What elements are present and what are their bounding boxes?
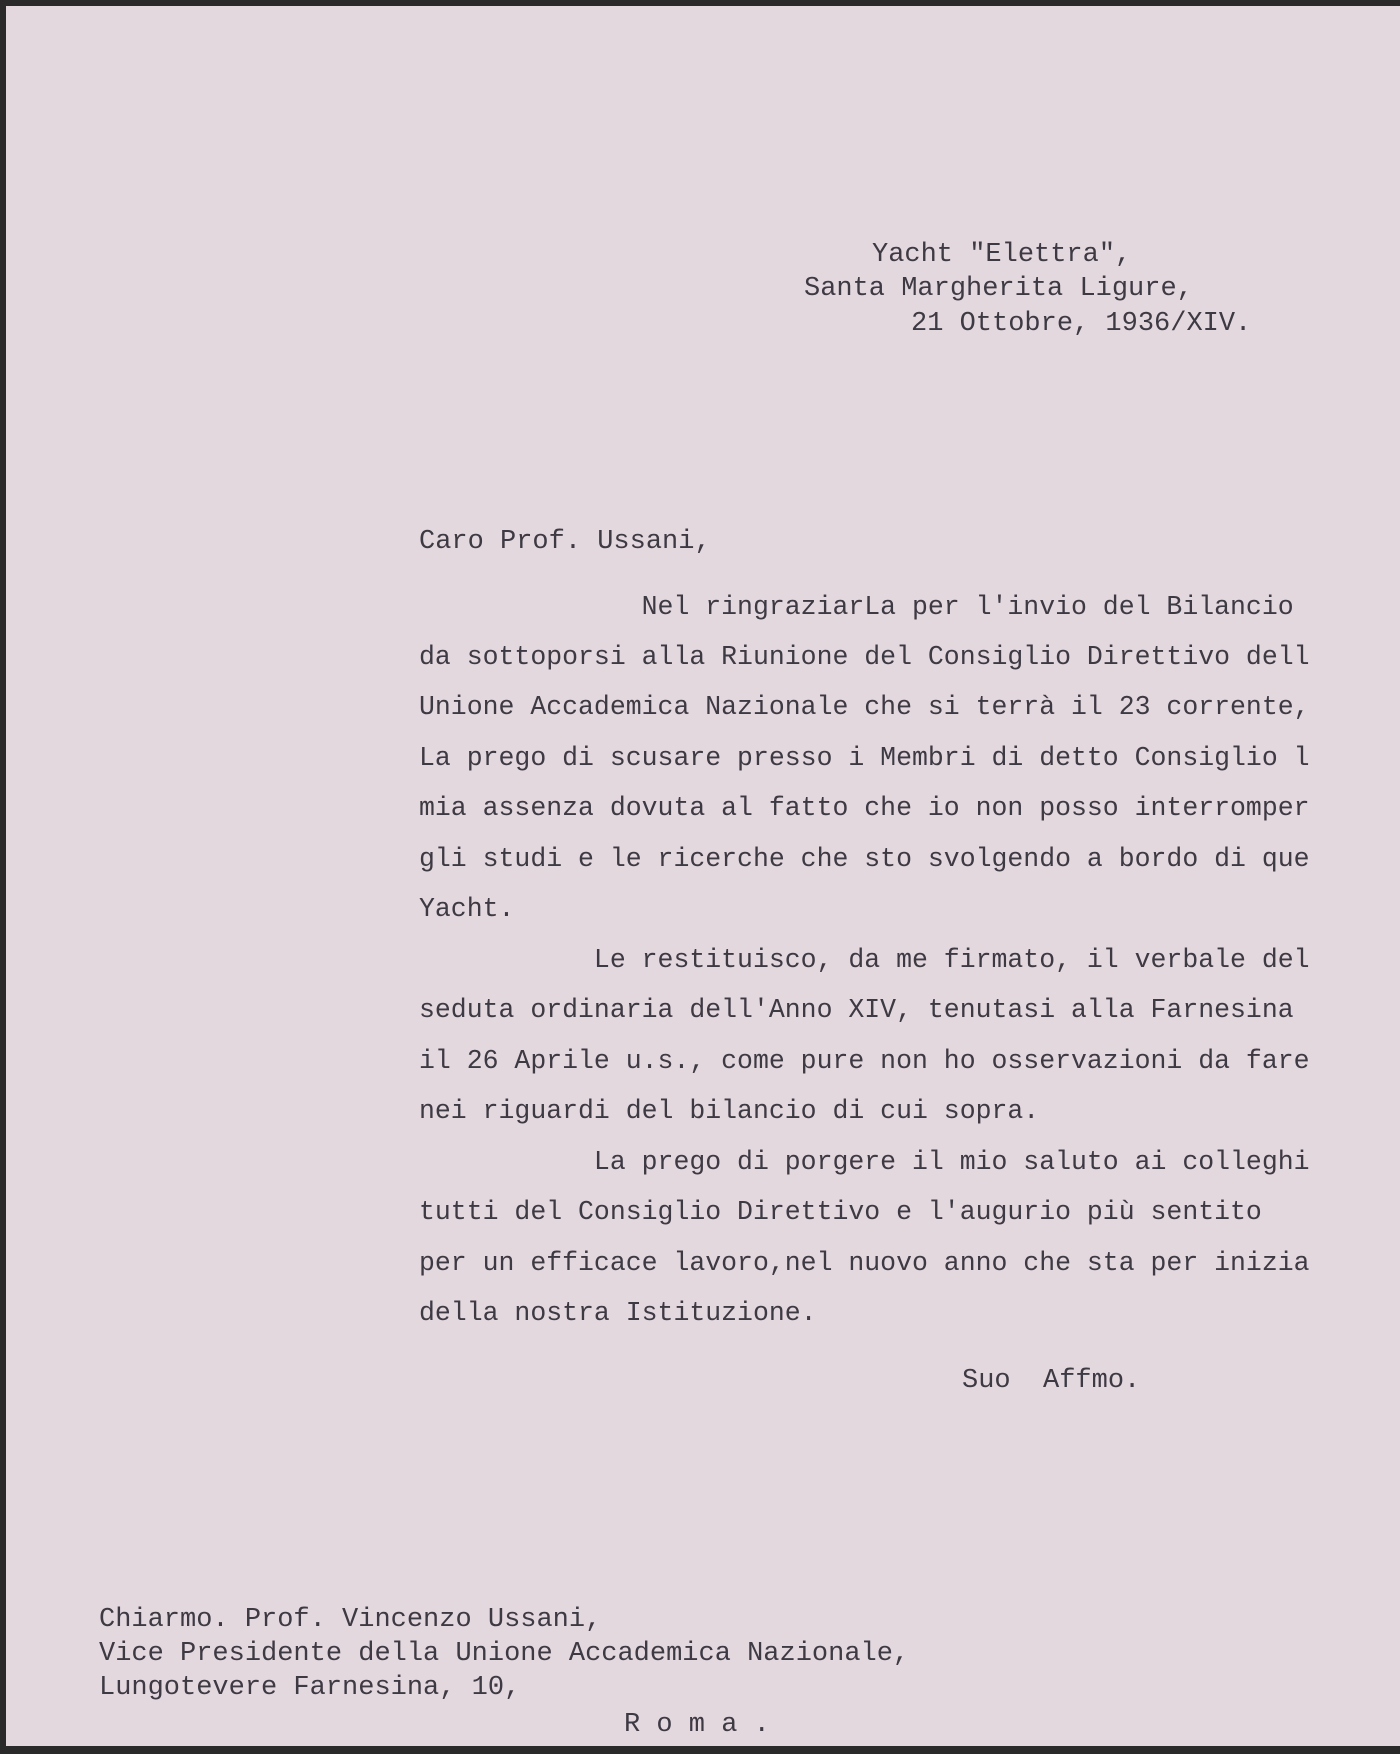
body-line: La prego di porgere il mio saluto ai colleghi [419, 1147, 1310, 1177]
letter-page [6, 6, 1400, 1746]
salutation: Caro Prof. Ussani, [419, 527, 711, 557]
body-line: Yacht. [419, 894, 515, 924]
body-line: della nostra Istituzione. [419, 1298, 817, 1328]
body-line: gli studi e le ricerche che sto svolgendo a bordo di que [419, 844, 1310, 874]
address-line-3: Lungotevere Farnesina, 10, [99, 1673, 521, 1703]
body-line: seduta ordinaria dell'Anno XIV, tenutasi alla Farnesina [419, 995, 1294, 1025]
body-line: mia assenza dovuta al fatto che io non posso interromper [419, 793, 1310, 823]
body-line: Le restituisco, da me firmato, il verbale del [419, 945, 1310, 975]
address-line-1: Chiarmo. Prof. Vincenzo Ussani, [99, 1605, 602, 1635]
header-line-1: Yacht "Elettra", [872, 240, 1132, 270]
body-line: La prego di scusare presso i Membri di detto Consiglio l [419, 743, 1310, 773]
body-line: Nel ringraziarLa per l'invio del Bilancio [419, 592, 1294, 622]
body-line: Unione Accademica Nazionale che si terrà il 23 corrente, [419, 692, 1310, 722]
header-line-2: Santa Margherita Ligure, [804, 274, 1193, 304]
body-line: tutti del Consiglio Direttivo e l'augurio più sentito [419, 1197, 1262, 1227]
header-date: 21 Ottobre, 1936/XIV. [911, 309, 1252, 339]
body-line: per un efficace lavoro,nel nuovo anno che sta per inizia [419, 1248, 1310, 1278]
body-line: da sottoporsi alla Riunione del Consiglio Direttivo dell [419, 642, 1310, 672]
address-city: R o m a . [624, 1710, 770, 1740]
closing: Suo Affmo. [962, 1366, 1141, 1396]
body-line: il 26 Aprile u.s., come pure non ho osservazioni da fare [419, 1046, 1310, 1076]
address-line-2: Vice Presidente della Unione Accademica Nazionale, [99, 1639, 910, 1669]
body-line: nei riguardi del bilancio di cui sopra. [419, 1096, 1040, 1126]
